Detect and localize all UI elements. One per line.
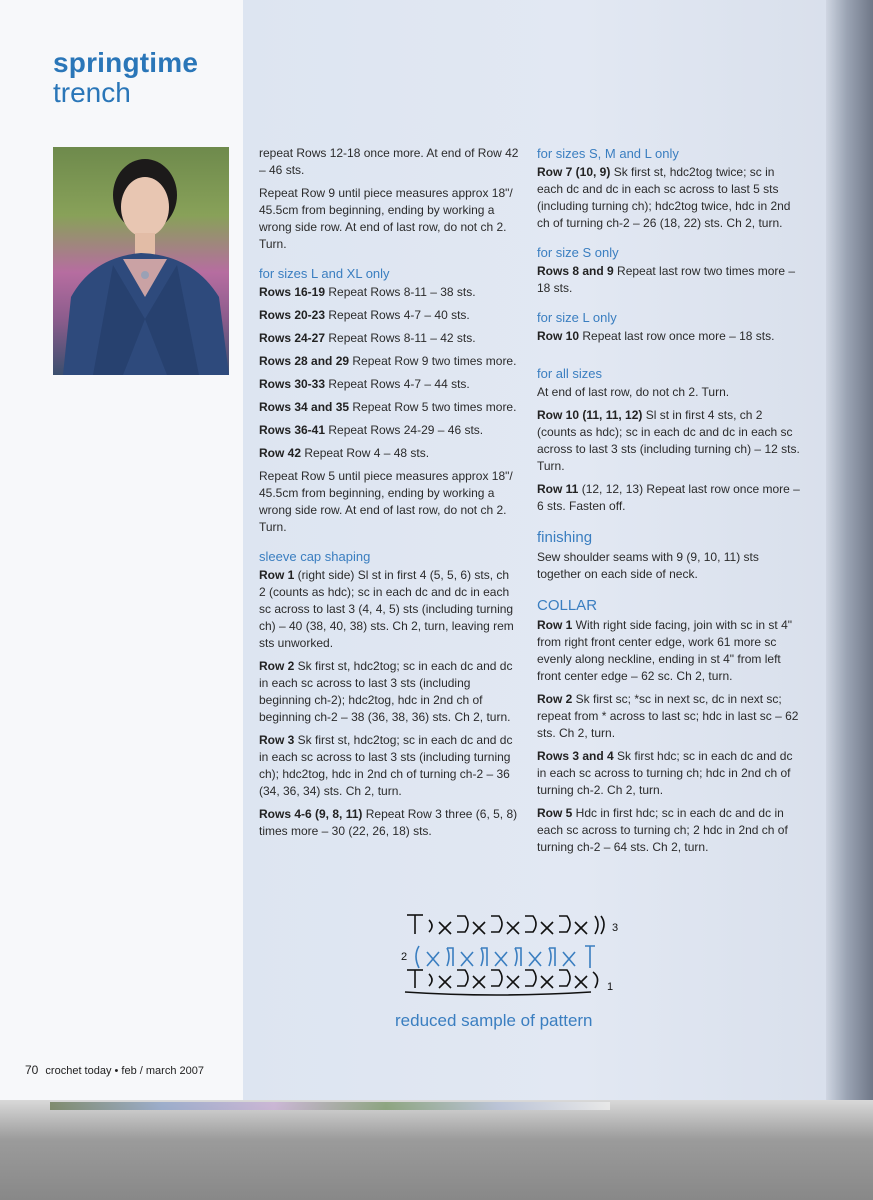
page-number: 70 <box>25 1063 39 1077</box>
row-instruction: Rows 28 and 29 Repeat Row 9 two times more. <box>259 354 517 368</box>
page-binding-shadow <box>826 0 873 1100</box>
row-instruction: Row 2 Sk first st, hdc2tog; sc in each dc and dc in each sc across to last 3 sts (including beginning ch-2); hdc2tog, hdc in 2nd ch of beginning ch-2 – 38 (36, 38, 36) sts. Ch 2, turn. <box>259 659 513 724</box>
row-instruction: Row 3 Sk first st, hdc2tog; sc in each dc and dc in each sc across to last 3 sts (including turning ch); hdc2tog, hdc in 2nd ch of turning ch-2 – 36 (34, 36, 34) sts. Ch 2, turn. <box>259 733 513 798</box>
paragraph: Repeat Row 5 until piece measures approx 18"/ 45.5cm from beginning, ending by working a wrong side row. At end of last row, do not ch 2. Turn. <box>259 469 513 534</box>
stitch-diagram-icon <box>395 908 635 1003</box>
model-photo-icon <box>53 147 229 375</box>
scan-edge-strip <box>50 1102 610 1110</box>
row-instruction: Rows 34 and 35 Repeat Row 5 two times more. <box>259 400 517 414</box>
row-instruction: Row 5 Hdc in first hdc; sc in each dc and dc in each sc across to turning ch; 2 hdc in 2nd ch of turning ch-2 – 64 sts. Ch 2, turn. <box>537 806 788 854</box>
row-instruction: Row 10 (11, 11, 12) Sl st in first 4 sts, ch 2 (counts as hdc); sc in each dc and dc in each sc across to last 3 sts (including turning ch) – 12 sts. Turn. <box>537 408 800 473</box>
paragraph: Sew shoulder seams with 9 (9, 10, 11) sts together on each side of neck. <box>537 550 759 581</box>
row-instruction: Rows 30-33 Repeat Rows 4-7 – 44 sts. <box>259 377 470 391</box>
section-heading: for sizes L and XL only <box>259 266 390 281</box>
page-footer <box>25 1063 204 1077</box>
paragraph: repeat Rows 12-18 once more. At end of Row 42 – 46 sts. <box>259 146 519 177</box>
row-instruction: Row 2 Sk first sc; *sc in next sc, dc in next sc; repeat from * across to last sc; hdc in last sc – 62 sts. Ch 2, turn. <box>537 692 799 740</box>
section-heading: for all sizes <box>537 366 603 381</box>
section-heading: sleeve cap shaping <box>259 549 371 564</box>
model-photo <box>53 147 229 375</box>
section-heading: for sizes S, M and L only <box>537 146 679 161</box>
row-instruction: Rows 16-19 Repeat Rows 8-11 – 38 sts. <box>259 285 476 299</box>
row-instruction: Rows 4-6 (9, 8, 11) Repeat Row 3 three (6, 5, 8) times more – 30 (22, 26, 18) sts. <box>259 807 518 838</box>
row-instruction: Row 7 (10, 9) Sk first st, hdc2tog twice; sc in each dc and dc in each sc across to last 5 sts (including turning ch); hdc2tog twice, hdc in 2nd ch of turning ch-2 – 26 (18, 22) sts. Ch 2, turn. <box>537 165 791 230</box>
publication-info: crochet today • feb / march 2007 <box>45 1065 204 1077</box>
row-label: 3 <box>612 922 619 934</box>
instructions-column-right <box>537 145 803 862</box>
row-instruction: Row 10 Repeat last row once more – 18 sts. <box>537 329 775 343</box>
section-heading: finishing <box>537 529 593 546</box>
row-instruction: Rows 8 and 9 Repeat last row two times more – 18 sts. <box>537 264 796 295</box>
diagram-caption: reduced sample of pattern <box>395 1011 593 1030</box>
page-title <box>53 48 198 108</box>
paragraph: At end of last row, do not ch 2. Turn. <box>537 385 730 399</box>
row-instruction: Row 42 Repeat Row 4 – 48 sts. <box>259 446 430 460</box>
scan-bottom-shadow <box>0 1100 873 1200</box>
row-instruction: Row 1 (right side) Sl st in first 4 (5, 5, 6) sts, ch 2 (counts as hdc); sc in each dc and dc in each sc across to last 3 (4, 4, 5) sts (including turning ch) – 40 (38, 40, 38) sts. Ch 2, turn, leaving rem sts unworked. <box>259 568 514 650</box>
stitch-diagram <box>395 908 635 1003</box>
section-heading: COLLAR <box>537 597 598 614</box>
row-label: 2 <box>401 951 408 963</box>
row-instruction: Row 1 With right side facing, join with sc in st 4" from right front center edge, work 61 more sc evenly along neckline, ending in st 4" from left front center edge – 62 sc. Ch 2, turn. <box>537 618 793 683</box>
row-instruction: Rows 24-27 Repeat Rows 8-11 – 42 sts. <box>259 331 476 345</box>
section-heading: for size L only <box>537 310 617 325</box>
instructions-column-middle <box>259 145 519 846</box>
title-line-2: trench <box>53 77 131 108</box>
paragraph: Repeat Row 9 until piece measures approx 18"/ 45.5cm from beginning, ending by working a wrong side row. At end of last row, do not ch 2. Turn. <box>259 186 513 251</box>
row-instruction: Rows 20-23 Repeat Rows 4-7 – 40 sts. <box>259 308 470 322</box>
row-instruction: Rows 36-41 Repeat Rows 24-29 – 46 sts. <box>259 423 484 437</box>
title-line-1: springtime <box>53 47 199 78</box>
row-instruction: Row 11 (12, 12, 13) Repeat last row once more – 6 sts. Fasten off. <box>537 482 800 513</box>
section-heading: for size S only <box>537 245 619 260</box>
row-label: 1 <box>607 981 614 993</box>
row-instruction: Rows 3 and 4 Sk first hdc; sc in each dc and dc in each sc across to turning ch; hdc in 2nd ch of turning ch-2. Ch 2, turn. <box>537 749 793 797</box>
